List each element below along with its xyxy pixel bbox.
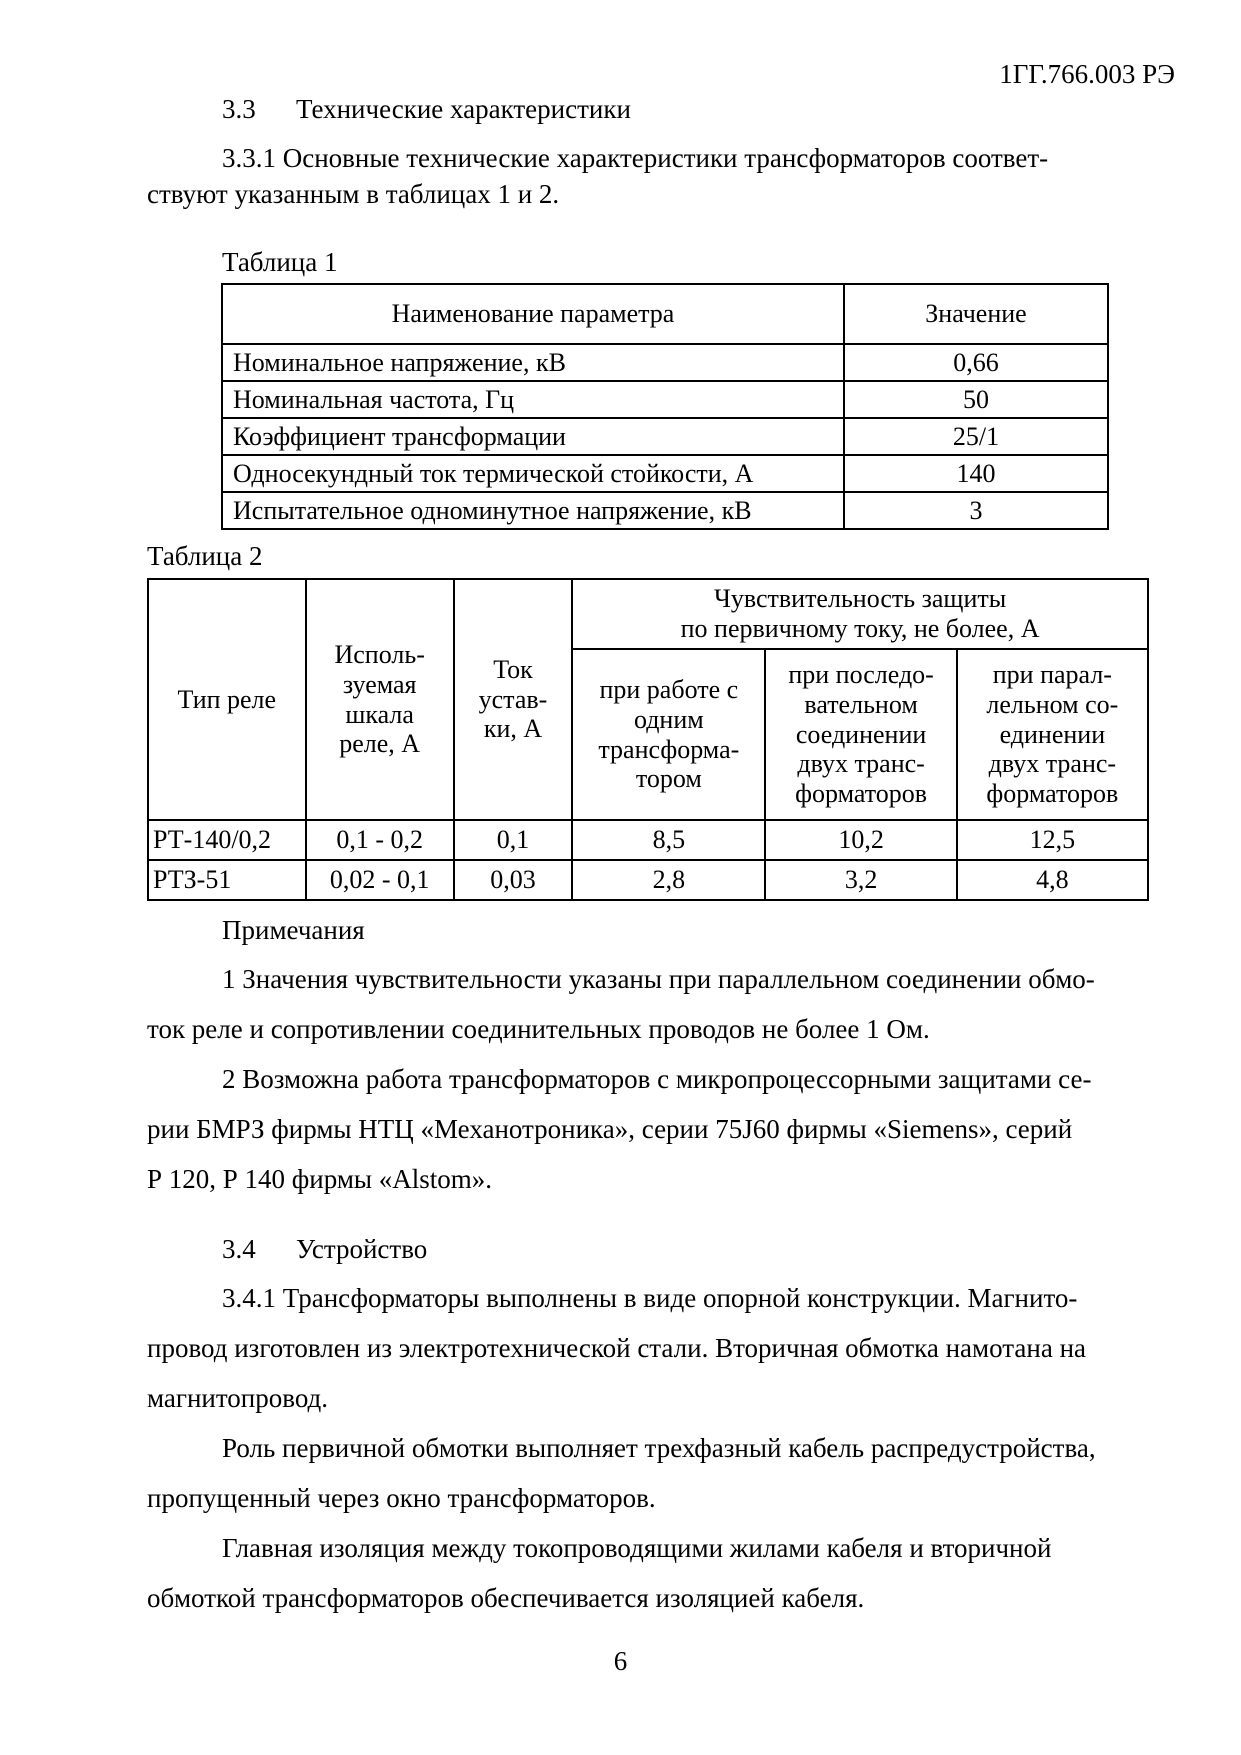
table-row: [222, 344, 1108, 381]
note-line: 1 Значения чувствительности указаны при параллельном соединении обмо-: [222, 964, 1095, 994]
paragraph-line: магнитопровод.: [147, 1383, 329, 1413]
cell-single: 2,8: [572, 860, 765, 900]
table2-caption: Таблица 2: [147, 541, 263, 571]
cell-relay: РТ-140/0,2: [148, 820, 306, 860]
table1-header-name: Наименование параметра: [222, 284, 844, 344]
cell-scale: 0,02 - 0,1: [306, 860, 454, 900]
header-line: тором: [635, 764, 702, 794]
cell-setpoint: 0,1: [454, 820, 572, 860]
cell-scale: 0,1 - 0,2: [306, 820, 454, 860]
header-single-transformer: [572, 649, 765, 820]
cell-single: 8,5: [572, 820, 765, 860]
cell-parallel: 12,5: [957, 820, 1148, 860]
param-name: Односекундный ток термической стойкости, А: [222, 455, 844, 492]
note-line: рии БМРЗ фирмы НТЦ «Механотроника», серии 75J60 фирмы «Siemens», серий: [147, 1114, 1073, 1144]
note-line: Р 120, Р 140 фирмы «Alstom».: [147, 1164, 493, 1194]
paragraph-line: пропущенный через окно трансформаторов.: [147, 1483, 656, 1513]
param-value: 25/1: [844, 418, 1108, 455]
header-line: Исполь-: [334, 639, 425, 669]
paragraph-line: Роль первичной обмотки выполняет трехфазный кабель распредустройства,: [222, 1433, 1096, 1463]
header-line: зуемая: [342, 669, 417, 699]
param-name: Испытательное одноминутное напряжение, кВ: [222, 492, 844, 529]
cell-series: 3,2: [765, 860, 956, 900]
header-line: двух транс-: [797, 749, 925, 779]
param-value: 0,66: [844, 344, 1108, 381]
header-line: одним: [633, 704, 704, 734]
header-series-connection: [765, 649, 956, 820]
header-line: двух транс-: [988, 749, 1117, 779]
header-line: соединении: [795, 719, 927, 749]
document-code: 1ГГ.766.003 РЭ: [999, 59, 1175, 89]
header-line: при парал-: [992, 659, 1112, 689]
header-line: по первичному току, не более, А: [680, 614, 1040, 643]
table-row: [222, 381, 1108, 418]
notes-title: Примечания: [222, 915, 365, 945]
section-heading-3-4: [222, 1236, 427, 1263]
header-line: форматоров: [986, 779, 1119, 809]
header-line: Ток: [493, 654, 533, 684]
section-heading-3-3: [222, 96, 631, 123]
table1-header-value: Значение: [844, 284, 1108, 344]
header-line: лельном со-: [986, 689, 1119, 719]
paragraph-line: 3.3.1 Основные технические характеристики трансформаторов соответ-: [222, 143, 1049, 173]
header-sensitivity: [572, 579, 1148, 649]
header-line: ки, А: [483, 714, 543, 744]
param-name: Номинальная частота, Гц: [222, 381, 844, 418]
header-setpoint: [454, 579, 572, 820]
table1-caption: Таблица 1: [222, 247, 338, 277]
header-line: Чувствительность защиты: [713, 584, 1007, 614]
paragraph-line: Главная изоляция между токопроводящими жилами кабеля и вторичной: [222, 1533, 1052, 1563]
table-2: [147, 578, 1149, 901]
header-line: форматоров: [795, 779, 928, 809]
header-line: устав-: [478, 684, 548, 714]
header-line: единении: [999, 719, 1106, 749]
header-parallel-connection: [957, 649, 1148, 820]
header-scale: [306, 579, 454, 820]
page-number: 6: [613, 1646, 628, 1676]
param-name: Коэффициент трансформации: [222, 418, 844, 455]
header-line: при работе с: [599, 674, 739, 704]
cell-series: 10,2: [765, 820, 956, 860]
section-number: 3.4: [222, 1234, 256, 1264]
header-line: при последо-: [788, 659, 934, 689]
header-line: реле, А: [339, 729, 421, 759]
table-row: [148, 820, 1148, 860]
header-line: вательном: [804, 689, 918, 719]
paragraph-line: обмоткой трансформаторов обеспечивается изоляцией кабеля.: [147, 1583, 865, 1613]
paragraph-line: 3.4.1 Трансформаторы выполнены в виде опорной конструкции. Магнито-: [222, 1283, 1078, 1313]
header-line: шкала: [345, 699, 414, 729]
cell-parallel: 4,8: [957, 860, 1148, 900]
cell-relay: РТЗ-51: [148, 860, 306, 900]
section-number: 3.3: [222, 94, 256, 124]
param-value: 3: [844, 492, 1108, 529]
section-title: Устройство: [296, 1234, 428, 1264]
table-row: [222, 492, 1108, 529]
paragraph-line: провод изготовлен из электротехнической стали. Вторичная обмотка намотана на: [147, 1333, 1087, 1363]
param-value: 140: [844, 455, 1108, 492]
header-line: трансформа-: [598, 734, 740, 764]
table-1: [221, 283, 1109, 530]
section-title: Технические характеристики: [296, 94, 631, 124]
note-line: ток реле и сопротивлении соединительных проводов не более 1 Ом.: [147, 1014, 930, 1044]
header-relay-type: Тип реле: [148, 579, 306, 820]
table-row: [148, 860, 1148, 900]
param-value: 50: [844, 381, 1108, 418]
paragraph-line: ствуют указанным в таблицах 1 и 2.: [147, 179, 560, 209]
cell-setpoint: 0,03: [454, 860, 572, 900]
table-row: [222, 455, 1108, 492]
note-line: 2 Возможна работа трансформаторов с микропроцессорными защитами се-: [222, 1064, 1092, 1094]
table-row: [222, 418, 1108, 455]
param-name: Номинальное напряжение, кВ: [222, 344, 844, 381]
